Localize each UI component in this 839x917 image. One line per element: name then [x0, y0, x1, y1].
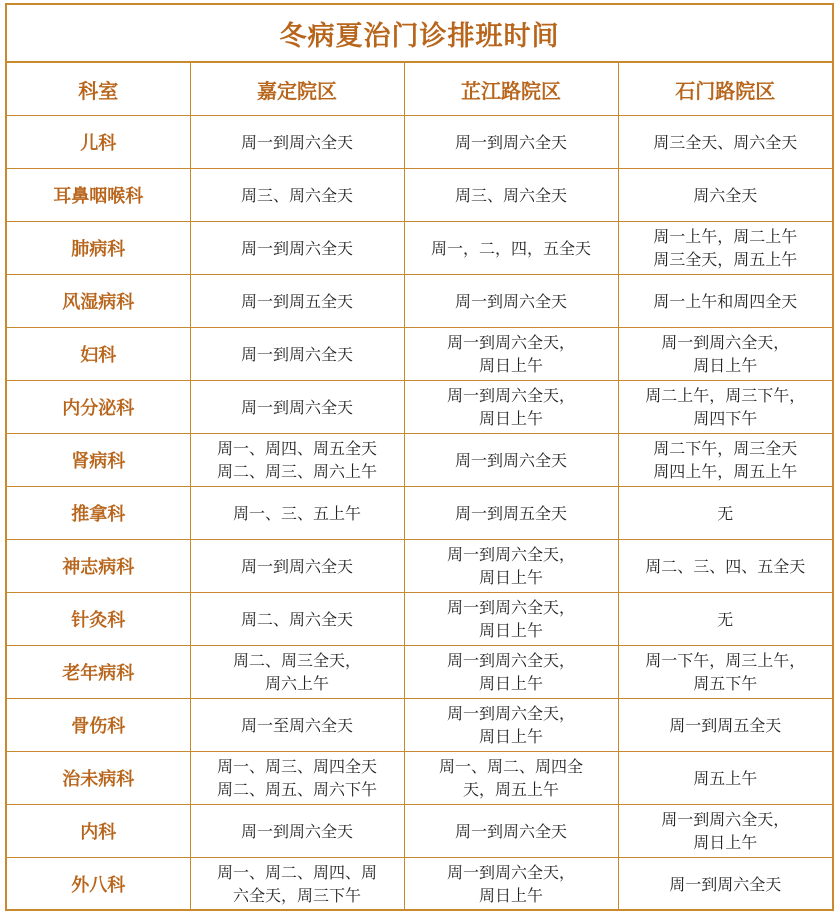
department-name: 外八科 [7, 858, 190, 911]
shimen-schedule: 周三全天、周六全天 [618, 116, 832, 169]
table-row [7, 540, 832, 593]
zhijiang-schedule: 周一到周六全天， 周日上午 [404, 540, 618, 593]
jiading-schedule: 周二、周六全天 [190, 593, 404, 646]
jiading-schedule: 周一至周六全天 [190, 699, 404, 752]
zhijiang-schedule: 周一到周六全天， 周日上午 [404, 858, 618, 911]
shimen-schedule: 无 [618, 593, 832, 646]
zhijiang-schedule: 周一到周六全天 [404, 116, 618, 169]
shimen-schedule: 周一到周六全天， 周日上午 [618, 328, 832, 381]
department-name: 内科 [7, 805, 190, 858]
schedule-table [7, 63, 832, 911]
header-shimen: 石门路院区 [618, 63, 832, 116]
zhijiang-schedule: 周一到周六全天， 周日上午 [404, 699, 618, 752]
table-row [7, 593, 832, 646]
jiading-schedule: 周一到周五全天 [190, 275, 404, 328]
table-row [7, 805, 832, 858]
department-name: 老年病科 [7, 646, 190, 699]
department-name: 针灸科 [7, 593, 190, 646]
shimen-schedule: 周一上午和周四全天 [618, 275, 832, 328]
header-jiading: 嘉定院区 [190, 63, 404, 116]
jiading-schedule: 周一到周六全天 [190, 328, 404, 381]
page-title: 冬病夏治门诊排班时间 [7, 5, 832, 63]
table-row [7, 275, 832, 328]
shimen-schedule: 周一到周六全天， 周日上午 [618, 805, 832, 858]
zhijiang-schedule: 周一到周六全天， 周日上午 [404, 328, 618, 381]
jiading-schedule: 周一、周四、周五全天 周二、周三、周六上午 [190, 434, 404, 487]
jiading-schedule: 周一到周六全天 [190, 381, 404, 434]
table-row [7, 858, 832, 911]
department-name: 治未病科 [7, 752, 190, 805]
shimen-schedule: 周二、三、四、五全天 [618, 540, 832, 593]
table-row [7, 699, 832, 752]
table-row [7, 169, 832, 222]
shimen-schedule: 周一上午，周二上午 周三全天，周五上午 [618, 222, 832, 275]
zhijiang-schedule: 周一到周六全天 [404, 805, 618, 858]
zhijiang-schedule: 周一到周六全天， 周日上午 [404, 381, 618, 434]
department-name: 妇科 [7, 328, 190, 381]
department-name: 肾病科 [7, 434, 190, 487]
zhijiang-schedule: 周一、周二、周四全 天，周五上午 [404, 752, 618, 805]
zhijiang-schedule: 周一到周六全天， 周日上午 [404, 593, 618, 646]
zhijiang-schedule: 周三、周六全天 [404, 169, 618, 222]
jiading-schedule: 周一到周六全天 [190, 116, 404, 169]
table-row [7, 487, 832, 540]
table-row [7, 752, 832, 805]
department-name: 内分泌科 [7, 381, 190, 434]
shimen-schedule: 周一到周六全天 [618, 858, 832, 911]
department-name: 肺病科 [7, 222, 190, 275]
shimen-schedule: 周二下午，周三全天 周四上午，周五上午 [618, 434, 832, 487]
header-zhijiang: 芷江路院区 [404, 63, 618, 116]
department-name: 推拿科 [7, 487, 190, 540]
jiading-schedule: 周一到周六全天 [190, 222, 404, 275]
zhijiang-schedule: 周一，二，四，五全天 [404, 222, 618, 275]
zhijiang-schedule: 周一到周六全天 [404, 434, 618, 487]
shimen-schedule: 周二上午，周三下午， 周四下午 [618, 381, 832, 434]
jiading-schedule: 周三、周六全天 [190, 169, 404, 222]
table-row [7, 328, 832, 381]
department-name: 骨伤科 [7, 699, 190, 752]
department-name: 儿科 [7, 116, 190, 169]
header-department: 科室 [7, 63, 190, 116]
table-row [7, 381, 832, 434]
schedule-card [5, 3, 834, 911]
jiading-schedule: 周一到周六全天 [190, 805, 404, 858]
table-row [7, 222, 832, 275]
jiading-schedule: 周一、周三、周四全天 周二、周五、周六下午 [190, 752, 404, 805]
department-name: 耳鼻咽喉科 [7, 169, 190, 222]
zhijiang-schedule: 周一到周五全天 [404, 487, 618, 540]
table-row [7, 434, 832, 487]
jiading-schedule: 周一、三、五上午 [190, 487, 404, 540]
table-row [7, 646, 832, 699]
jiading-schedule: 周一、周二、周四、周 六全天，周三下午 [190, 858, 404, 911]
department-name: 风湿病科 [7, 275, 190, 328]
zhijiang-schedule: 周一到周六全天 [404, 275, 618, 328]
jiading-schedule: 周二、周三全天， 周六上午 [190, 646, 404, 699]
shimen-schedule: 周一下午，周三上午， 周五下午 [618, 646, 832, 699]
header-row [7, 63, 832, 116]
shimen-schedule: 周一到周五全天 [618, 699, 832, 752]
department-name: 神志病科 [7, 540, 190, 593]
shimen-schedule: 周六全天 [618, 169, 832, 222]
table-row [7, 116, 832, 169]
zhijiang-schedule: 周一到周六全天， 周日上午 [404, 646, 618, 699]
shimen-schedule: 无 [618, 487, 832, 540]
jiading-schedule: 周一到周六全天 [190, 540, 404, 593]
shimen-schedule: 周五上午 [618, 752, 832, 805]
